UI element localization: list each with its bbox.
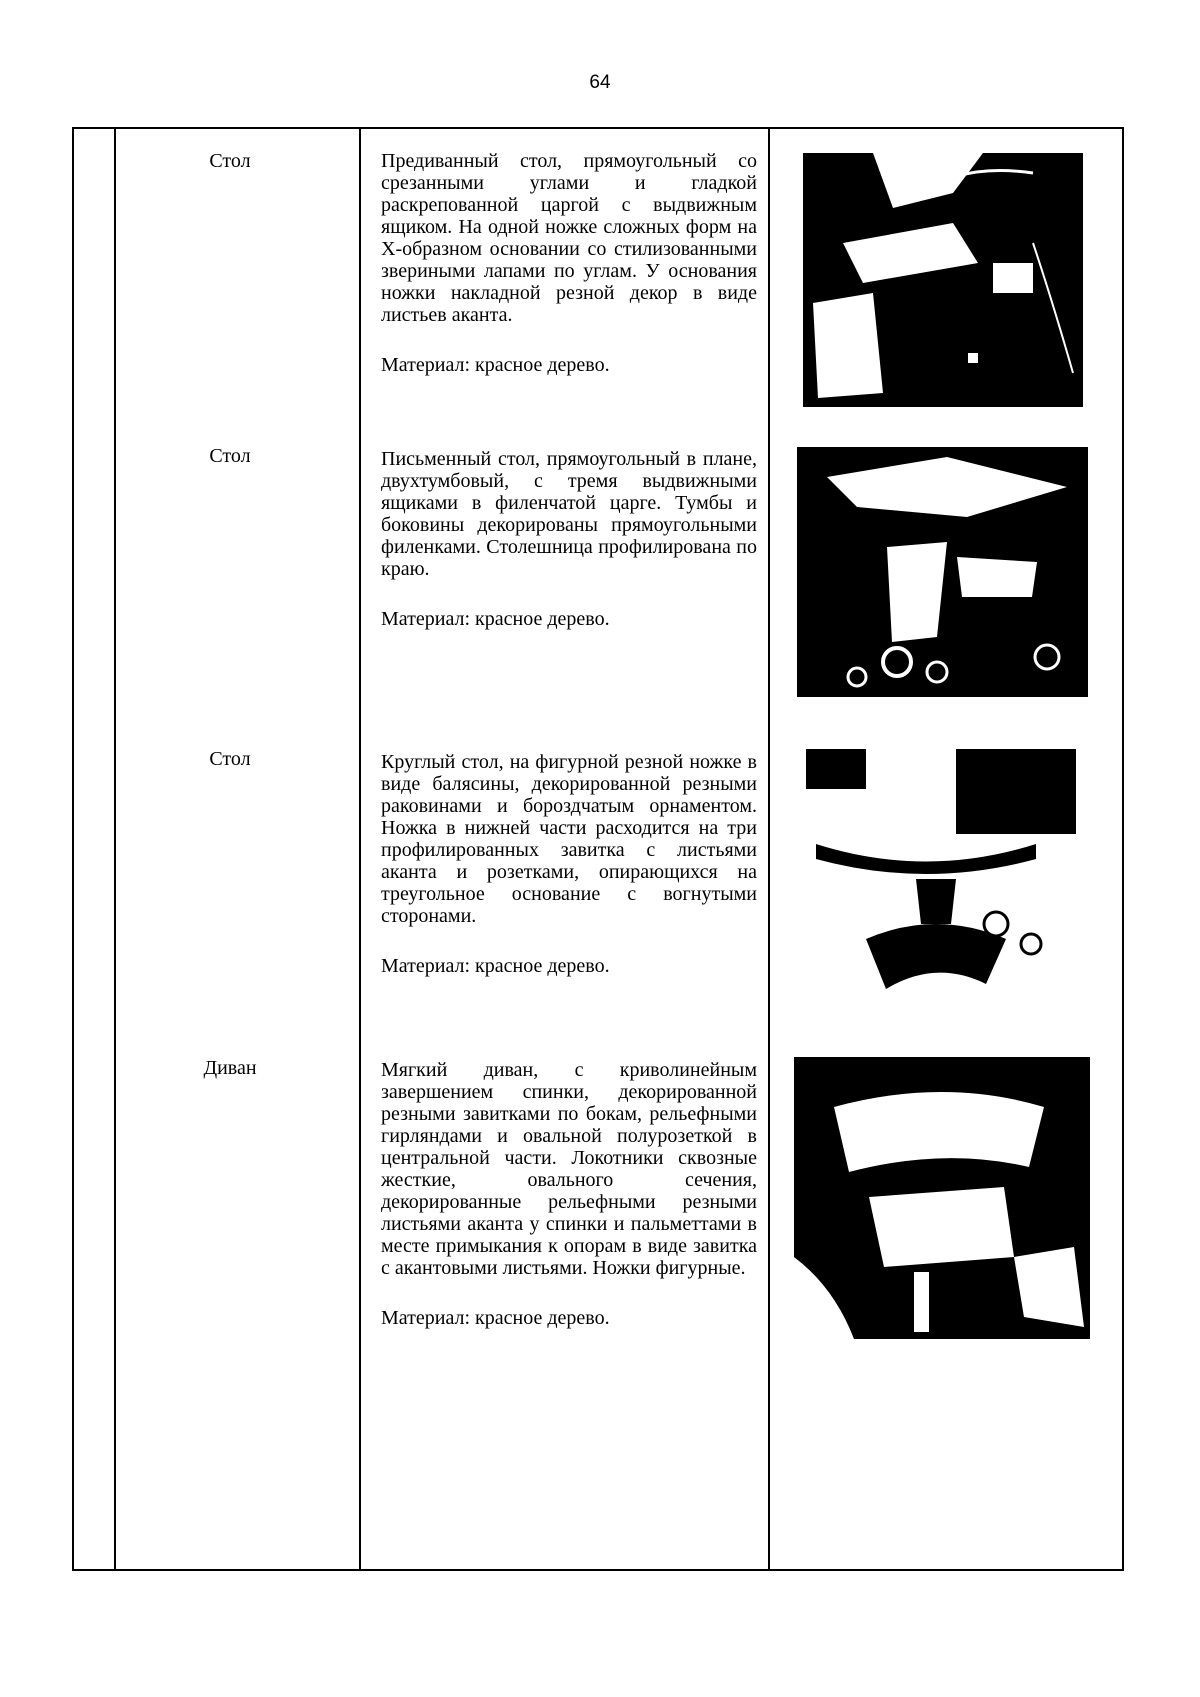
photo-illustration — [797, 447, 1088, 697]
item-name: Диван — [203, 1057, 257, 1079]
column-divider-name — [359, 127, 361, 1571]
item-name: Стол — [209, 150, 251, 172]
item-material: Материал: красное дерево. — [381, 354, 610, 376]
photo-illustration — [803, 153, 1083, 407]
item-description-block — [381, 1059, 757, 1329]
item-description-block — [381, 448, 757, 630]
item-description: Круглый стол, на фигурной резной ножке в виде балясины, декорированной резными раковинами и бороздчатым орнаментом. Ножка в нижней части расходится на три профилированных завитка с листьями аканта и розетками, опирающихся на треугольное основание с вогнутыми сторонами. — [381, 751, 757, 927]
item-photo-3 — [806, 749, 1076, 1001]
item-description-block — [381, 751, 757, 977]
item-photo-1 — [803, 153, 1083, 407]
item-description-block — [381, 150, 757, 376]
item-name: Стол — [209, 748, 251, 770]
page-number: 64 — [589, 72, 611, 93]
item-description: Предиванный стол, прямоугольный со срезанными углами и гладкой раскрепованной царгой с выдвижным ящиком. На одной ножке сложных форм на Х-образном основании со стилизованными звериными лапами по углам. У основания ножки накладной резной декор в виде листьев аканта. — [381, 150, 757, 326]
item-description: Мягкий диван, с криволинейным завершением спинки, декорированной резными завитками по бокам, рельефными гирляндами и овальной полурозеткой в центральной части. Локотники сквозные жесткие, овального сечения, декорированные рельефными резными листьями аканта у спинки и пальметтами в месте примыкания к опорам в виде завитка с акантовыми листьями. Ножки фигурные. — [381, 1059, 757, 1279]
column-divider-description — [768, 127, 770, 1571]
item-material: Материал: красное дерево. — [381, 1307, 610, 1329]
photo-illustration — [806, 749, 1076, 1001]
item-photo-4 — [794, 1057, 1090, 1339]
item-material: Материал: красное дерево. — [381, 955, 610, 977]
photo-illustration — [794, 1057, 1090, 1339]
item-material: Материал: красное дерево. — [381, 608, 610, 630]
item-name: Стол — [209, 445, 251, 467]
item-photo-2 — [797, 447, 1088, 697]
column-divider-number — [114, 127, 116, 1571]
item-description: Письменный стол, прямоугольный в плане, двухтумбовый, с тремя выдвижными ящиками в филенчатой царге. Тумбы и боковины декорированы прямоугольными филенками. Столешница профилирована по краю. — [381, 448, 757, 580]
